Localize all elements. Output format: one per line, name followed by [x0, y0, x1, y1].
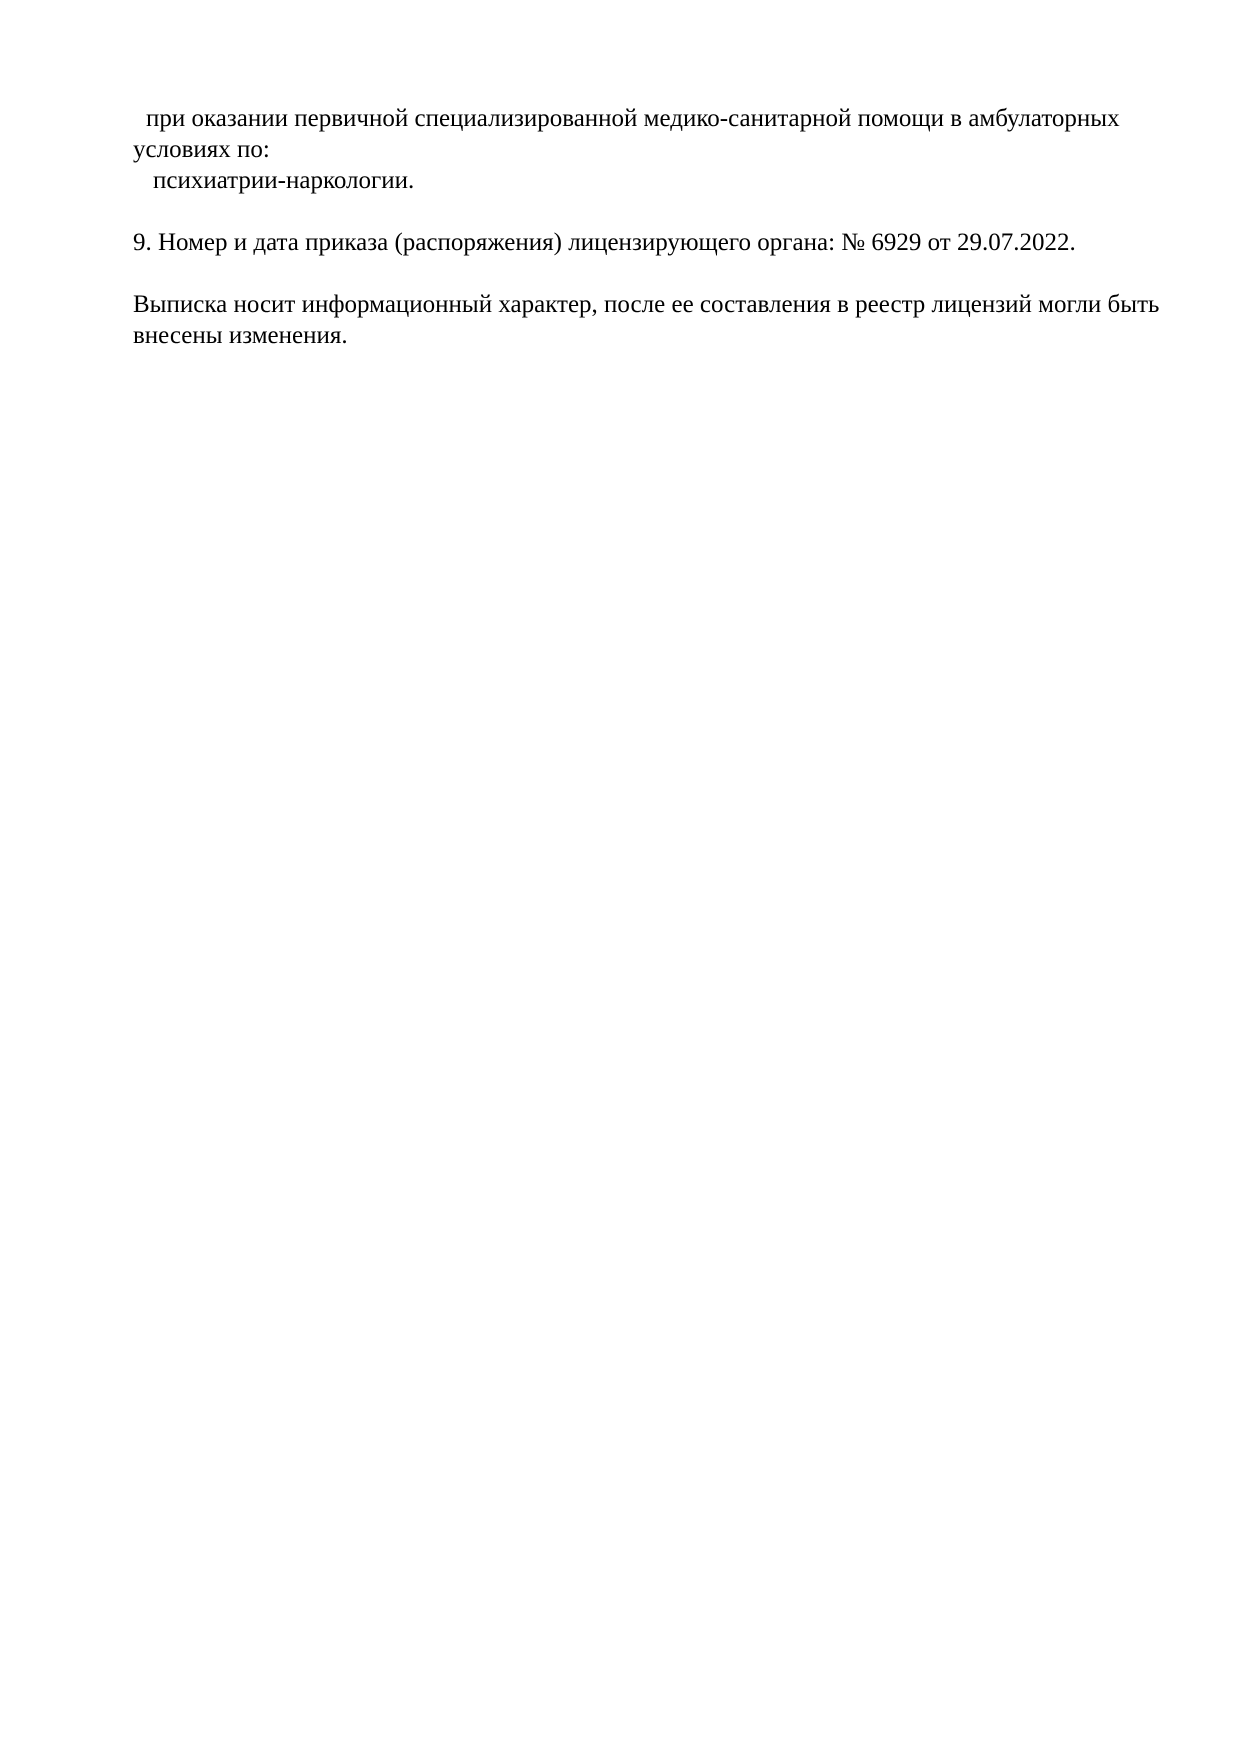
order-number-date-line: 9. Номер и дата приказа (распоряжения) лицензирующего органа: № 6929 от 29.07.2022.: [133, 229, 1076, 256]
services-specialty-line: психиатрии-наркологии.: [153, 167, 415, 194]
services-condition-continuation-line: условиях по:: [133, 136, 270, 163]
paragraph-services: [133, 103, 1170, 196]
paragraph-order-number: [133, 227, 1170, 258]
paragraph-spacer: [133, 196, 1170, 227]
paragraph-spacer: [133, 258, 1170, 289]
disclaimer-line-1: Выписка носит информационный характер, после ее составления в реестр лицензий могли быть: [133, 291, 1160, 318]
services-condition-line: при оказании первичной специализированной медико-санитарной помощи в амбулаторных: [146, 105, 1120, 132]
disclaimer-line-2: внесены изменения.: [133, 322, 348, 349]
paragraph-disclaimer: [133, 289, 1170, 351]
